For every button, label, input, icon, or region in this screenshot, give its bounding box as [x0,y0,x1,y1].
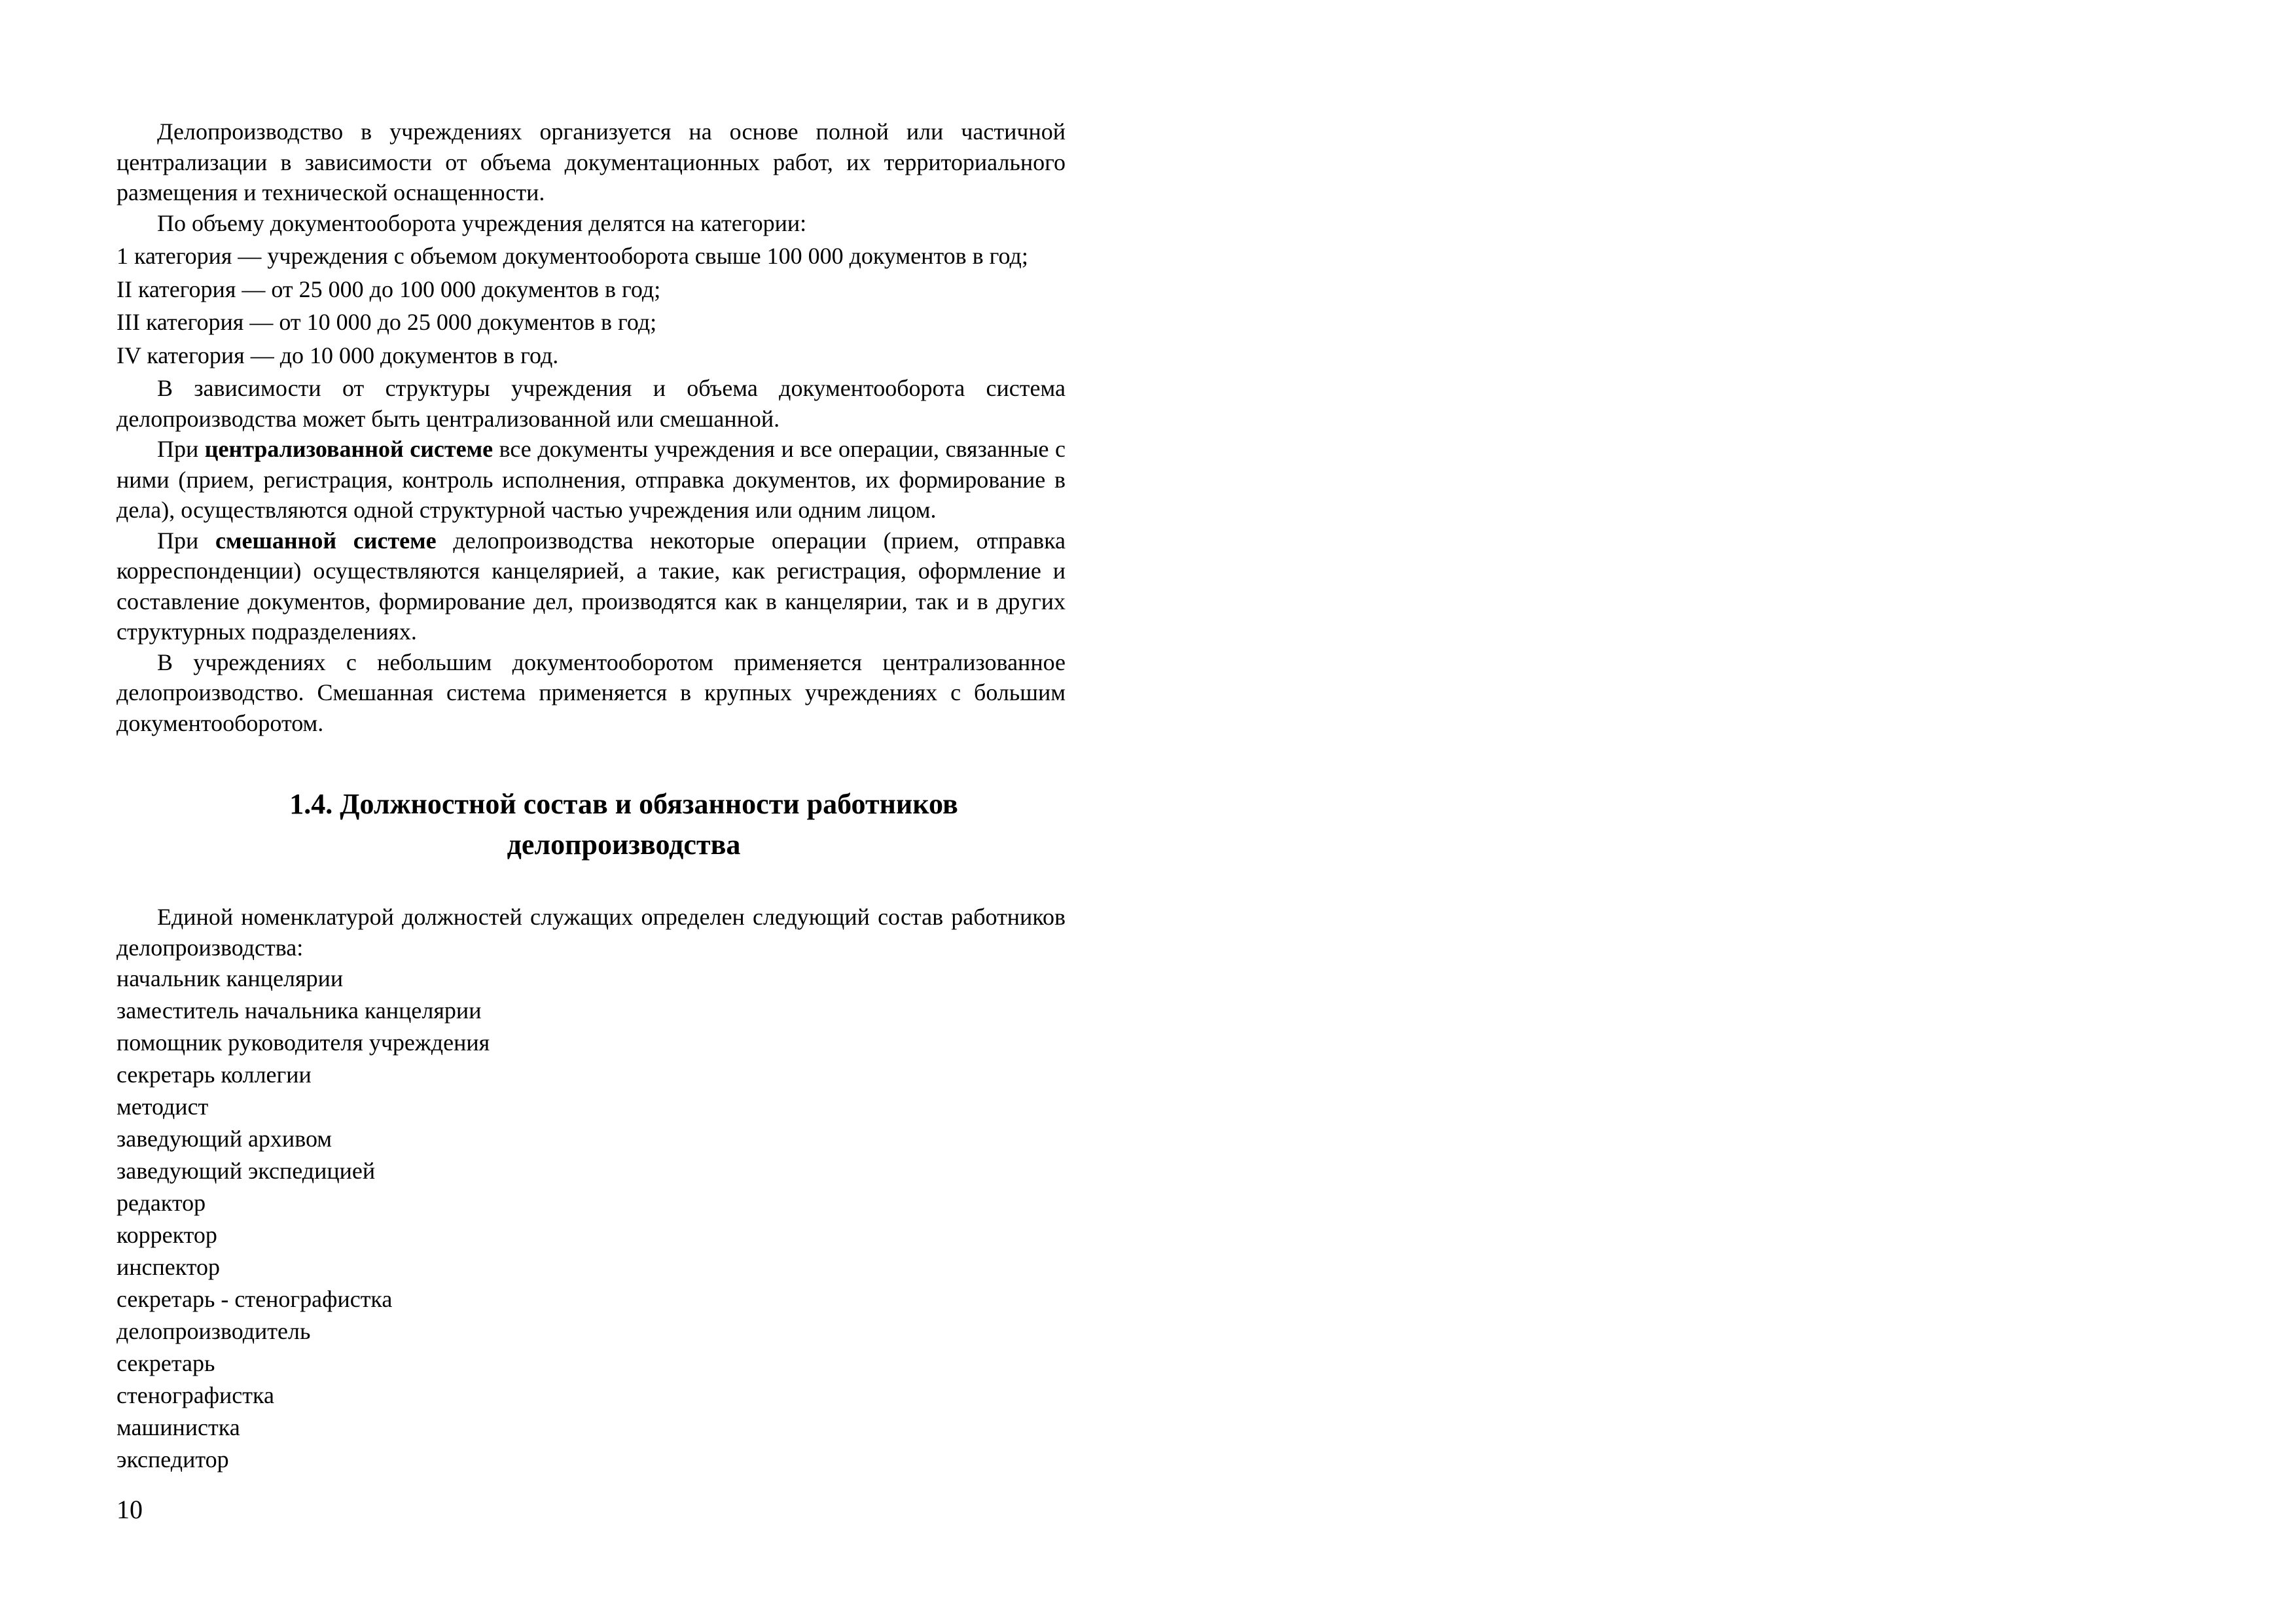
list-item: методист [117,1094,209,1120]
section-heading-line-1: 1.4. Должностной состав и обязанности работников [289,788,958,820]
paragraph-mixed-system [117,526,1066,647]
list-item: делопроизводитель [117,1318,311,1344]
list-item: стенографистка [117,1382,274,1408]
list-item: редактор [117,1190,206,1216]
category-item-3: III категория — от 10 000 до 25 000 документов в год; [117,309,657,335]
list-item: корректор [117,1222,217,1248]
centralized-text-after: все документы учреждения и все операции, связанные с ними (прием, регистрация, контроль исполнения, отправка документов, их формирование в дела), осуществляются одной структурной частью учреждения или одним лицом. [117,436,1066,523]
paragraph-centralization: Делопроизводство в учреждениях организуется на основе полной или частичной централизации в зависимости от объема документационных работ, их территориального размещения и технической оснащенности. [117,118,1066,205]
list-item: помощник руководителя учреждения [117,1029,490,1056]
list-item: экспедитор [117,1446,229,1472]
list-item: секретарь - стенографистка [117,1286,393,1312]
paragraph-categories-intro: По объему документооборота учреждения делятся на категории: [157,209,807,236]
list-item: начальник канцелярии [117,965,344,991]
paragraph-centralized-system [117,434,1066,526]
centralized-term: централизованной системе [204,436,493,462]
category-item-2: II категория — от 25 000 до 100 000 документов в год; [117,276,661,302]
text-column [117,116,1066,1476]
mixed-term: смешанной системе [215,527,437,554]
paragraph-roles-intro: Единой номенклатурой должностей служащих определен следующий состав работников делопроизводства: [117,904,1066,961]
category-item-1: 1 категория — учреждения с объемом документооборота свыше 100 000 документов в год; [117,243,1028,269]
list-item: заместитель начальника канцелярии [117,997,482,1024]
list-item: машинистка [117,1414,240,1440]
paragraph-small-institutions: В учреждениях с небольшим документооборотом применяется централизованное делопроизводство. Смешанная система применяется в крупных учреждениях с большим документооборотом. [117,649,1066,736]
page-number: 10 [117,1495,143,1524]
section-heading [117,784,1066,865]
roles-list [117,963,1066,1476]
list-item: заведующий архивом [117,1126,332,1152]
paragraph-structure: В зависимости от структуры учреждения и объема документооборота система делопроизводства может быть централизованной или смешанной. [117,375,1066,432]
category-item-4: IV категория — до 10 000 документов в год. [117,342,559,368]
section-heading-line-2: делопроизводства [507,829,741,861]
mixed-text-after: делопроизводства некоторые операции (прием, отправка корреспонденции) осуществляются канцелярией, а такие, как регистрация, оформление и составление документов, формирование дел, производятся как в канцелярии, так и в других структурных подразделениях. [117,527,1066,645]
list-item: секретарь [117,1350,215,1376]
list-item: инспектор [117,1254,221,1280]
centralized-text-before: При [157,436,205,462]
mixed-text-before: При [157,527,215,554]
list-item: секретарь коллегии [117,1061,312,1088]
list-item: заведующий экспедицией [117,1158,376,1184]
